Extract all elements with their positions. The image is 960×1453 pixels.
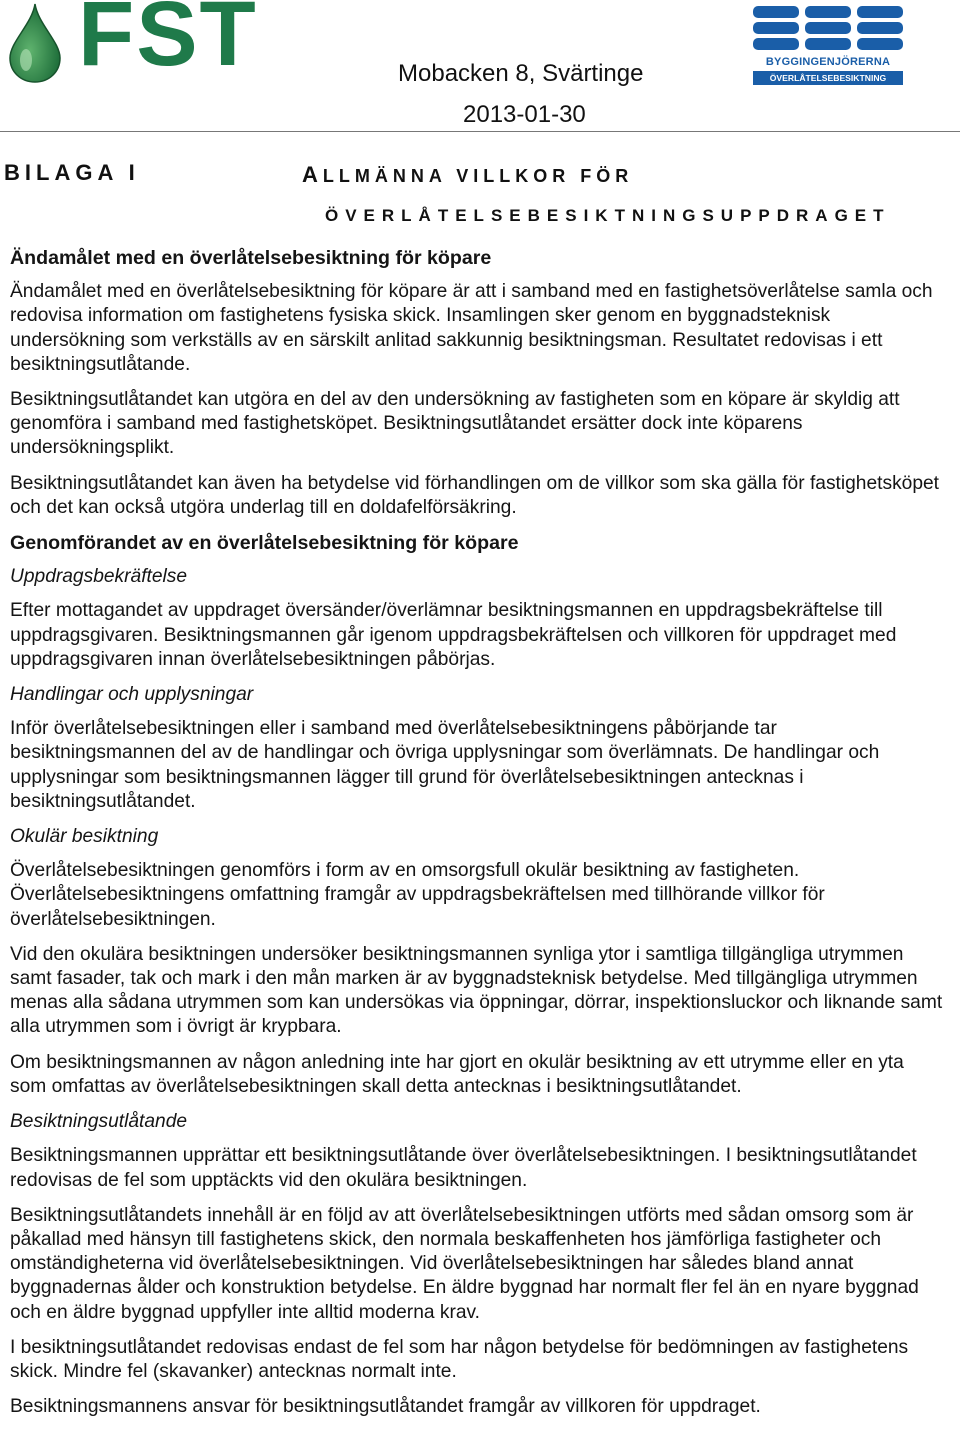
document-title-line-2: ÖVERLÅTELSEBESIKTNINGSUPPDRAGET: [325, 206, 891, 225]
sbr-logo-icon: [752, 4, 904, 54]
page-header: [0, 0, 960, 132]
paragraph: Besiktningsutlåtandet kan även ha betydelse vid förhandlingen om de villkor som ska gälla för fastighetsköpet och det kan också utgöra underlag till en doldafelförsäkring.: [10, 472, 940, 518]
document-date: 2013-01-30: [463, 101, 586, 128]
paragraph: Besiktningsutlåtandets innehåll är en följd av att överlåtelsebesiktningen utförts med sådan omsorg som är påkallad med hänsyn till fastighetens skick, den normala beskaffenheten hos jämförliga fastigheter och omständigheterna vid överlåtelsebesiktningen. Vid överlåtelsebesiktningen har således bland annat byggnadernas ålder och konstruktion betydelse. En äldre byggnad har normalt fler fel än en nyare byggnad och en äldre byggnad uppfyller inte alltid moderna krav.: [10, 1204, 919, 1323]
paragraph: Inför överlåtelsebesiktningen eller i samband med överlåtelsebesiktningens påbörjande tar besiktningsmannen del av de handlingar och övriga upplysningar som överlämnats. De handlingar och upplysningar som besiktningsmannen lägger till grund för överlåtelsebesiktningen antecknas i besiktningsutlåtandet.: [10, 718, 880, 812]
subheading-okular-besiktning: Okulär besiktning: [10, 826, 159, 848]
header-divider: [0, 131, 960, 132]
paragraph: Vid den okulära besiktningen undersöker besiktningsmannen synliga ytor i samtliga tillgängliga utrymmen samt fasader, tak och mark i den mån marken är av byggnadsteknisk betydelse. Med tillgängliga utrymmen menas alla sådana utrymmen som kan undersökas via öppningar, dörrar, inspektionsluckor och liknande samt alla utrymmen som i övrigt är krypbara.: [10, 943, 943, 1038]
address: Mobacken 8, Svärtinge: [398, 60, 644, 87]
paragraph: Överlåtelsebesiktningen genomförs i form av en omsorgsfull okulär besiktning av fastigheten. Överlåtelsebesiktningens omfattning framgår av uppdragsbekräftelsen med tillhörande villkor för överlåtelsebesiktningen.: [10, 860, 825, 930]
paragraph: Ändamålet med en överlåtelsebesiktning för köpare är att i samband med en fastighetsöverlåtelse samla och redovisa information om fastighetens fysiska skick. Insamlingen sker genom en byggnadsteknisk undersökning som verkställs av en särskilt anlitad sakkunnig besiktningsman. Resultatet redovisas i ett besiktningsutlåtande.: [10, 281, 933, 375]
section-heading-andamal: Ändamålet med en överlåtelsebesiktning för köpare: [10, 247, 492, 269]
paragraph: Besiktningsmannens ansvar för besiktningsutlåtandet framgår av villkoren för uppdraget.: [10, 1396, 761, 1418]
paragraph: I besiktningsutlåtandet redovisas endast de fel som har någon betydelse för bedömningen av fastighetens skick. Mindre fel (skavanker) antecknas normalt inte.: [10, 1336, 909, 1382]
title-initial: A: [302, 162, 323, 187]
sbr-logo-name: BYGGINGENJÖRERNA: [765, 56, 891, 68]
drop-icon: [4, 2, 66, 84]
sbr-logo-subtitle: ÖVERLÅTELSEBESIKTNING: [753, 71, 903, 85]
paragraph: Besiktningsutlåtandet kan utgöra en del av den undersökning av fastigheten som en köpare är skyldig att genomföra i samband med fastighetsköpet. Besiktningsutlåtandet ersätter dock inte köparens undersökningsplikt.: [10, 389, 900, 459]
subheading-besiktningsutlatande: Besiktningsutlåtande: [10, 1111, 188, 1133]
title-line-1-rest: LLMÄNNA VILLKOR FÖR: [322, 166, 634, 186]
subheading-uppdragsbekraftelse: Uppdragsbekräftelse: [10, 566, 188, 588]
fst-logo-text: FST: [78, 0, 258, 85]
paragraph: Besiktningsmannen upprättar ett besiktningsutlåtande över överlåtelsebesiktningen. I besiktningsutlåtandet redovisas de fel som upptäckts vid den okulära besiktningen.: [10, 1145, 917, 1191]
fst-logo: [4, 2, 276, 84]
paragraph: Om besiktningsmannen av någon anledning inte har gjort en okulär besiktning av ett utrymme eller en yta som omfattas av överlåtelsebesiktningen skall detta antecknas i besiktningsutlåtandet.: [10, 1051, 904, 1097]
paragraph: Efter mottagandet av uppdraget översänder/överlämnar besiktningsmannen en uppdragsbekräftelse till uppdragsgivaren. Besiktningsmannen går igenom uppdragsbekräftelsen och villkoren för uppdraget med uppdragsgivaren innan överlåtelsebesiktningen påbörjas.: [10, 600, 897, 670]
document-body: [10, 246, 945, 1430]
section-heading-genomforande: Genomförandet av en överlåtelsebesiktning för köpare: [10, 532, 519, 555]
sbr-logo: [752, 4, 904, 84]
document-title-line-1: [302, 162, 633, 188]
subheading-handlingar: Handlingar och upplysningar: [10, 684, 254, 706]
appendix-label: BILAGA I: [4, 160, 140, 185]
